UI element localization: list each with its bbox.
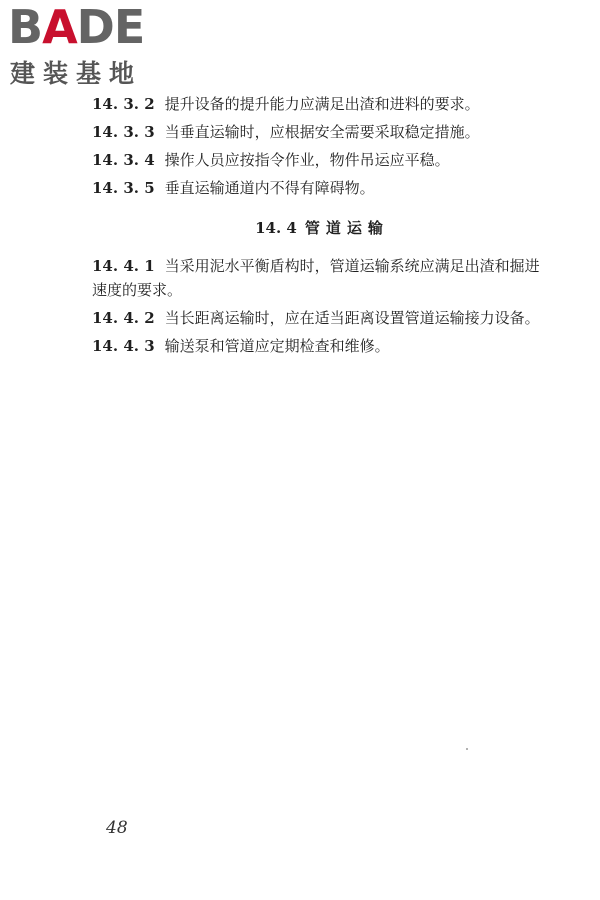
- clause-number: 14. 3. 5: [92, 179, 155, 197]
- section-heading: [92, 216, 552, 240]
- clause-number: 14. 4. 3: [92, 337, 155, 355]
- clause-14-4-3: [92, 334, 552, 358]
- clause-text: 输送泵和管道应定期检查和维修。: [164, 337, 390, 355]
- clause-number: 14. 4. 2: [92, 309, 155, 327]
- section-number: 14. 4: [255, 219, 297, 237]
- clause-number: 14. 3. 3: [92, 123, 155, 141]
- logo-wordmark: [8, 0, 145, 54]
- clause-number: 14. 3. 2: [92, 95, 155, 113]
- clause-number: 14. 3. 4: [92, 151, 155, 169]
- clause-text: 垂直运输通道内不得有障碍物。: [164, 179, 375, 197]
- clause-text: 操作人员应按指令作业，物件吊运应平稳。: [164, 151, 450, 169]
- clause-14-3-2: [92, 92, 552, 116]
- logo-letter-b: B: [8, 0, 43, 54]
- section-title: 管道运输: [304, 219, 389, 237]
- logo-letters-de: DE: [76, 0, 145, 54]
- logo-letter-a: A: [42, 0, 77, 54]
- clause-14-3-5: [92, 176, 552, 200]
- page-number: 48: [106, 818, 128, 838]
- clause-text: 当长距离运输时，应在适当距离设置管道运输接力设备。: [164, 309, 540, 327]
- clause-text: 当采用泥水平衡盾构时，管道运输系统应满足出渣和掘进速度的要求。: [92, 257, 540, 299]
- clause-text: 当垂直运输时，应根据安全需要采取稳定措施。: [164, 123, 480, 141]
- clause-number: 14. 4. 1: [92, 257, 155, 275]
- clause-14-3-3: [92, 120, 552, 144]
- logo-subtitle: 建装基地: [10, 59, 143, 88]
- clause-14-3-4: [92, 148, 552, 172]
- bade-logo: [8, 0, 178, 90]
- page-content: [92, 92, 552, 362]
- clause-14-4-2: [92, 306, 552, 330]
- clause-14-4-1: [92, 254, 552, 302]
- clause-text: 提升设备的提升能力应满足出渣和进料的要求。: [164, 95, 480, 113]
- scan-speck: [466, 748, 468, 750]
